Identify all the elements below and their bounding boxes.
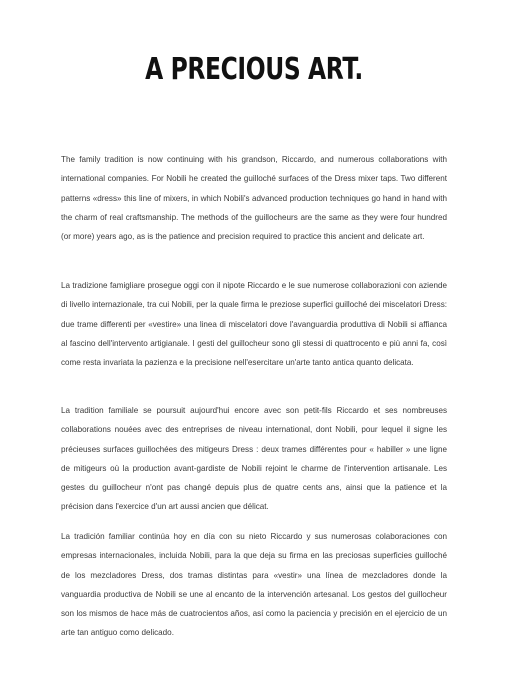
page-title: A PRECIOUS ART. bbox=[145, 52, 363, 87]
paragraph-english: The family tradition is now continuing with his grandson, Riccardo, and numerous collaborations with international companies. For Nobili he created the guilloché surfaces of the Dress mixer taps. Two different patterns «dress» this line of mixers, in which Nobili's advanced production techniques go hand in hand with the charm of real craftsmanship. The methods of the guillocheurs are the same as they were four hundred (or more) years ago, as is the patience and precision required to practice this ancient and delicate art. bbox=[61, 155, 447, 242]
paragraph-spanish: La tradición familiar continúa hoy en día con su nieto Riccardo y sus numerosas colaboraciones con empresas internacionales, incluida Nobili, para la que deja su firma en las preciosas superficies guilloché de los mezcladores Dress, dos tramas distintas para «vestir» una línea de mezcladores donde la vanguardia productiva de Nobili se une al encanto de la intervención artesanal. Los gestos del guillocheur son los mismos de hace más de cuatrocientos años, así como la paciencia y precisión en el ejercicio de un arte tan antiguo como delicado. bbox=[61, 532, 447, 638]
paragraph-french: La tradition familiale se poursuit aujourd'hui encore avec son petit-fils Riccardo et ses nombreuses collaborations nouées avec des entreprises de niveau international, dont Nobili, pour lequel il signe les précieuses surfaces guillochées des mitigeurs Dress : deux trames différentes pour « habiller » une ligne de mitigeurs où la production avant-gardiste de Nobili rejoint le charme de l'intervention artisanale. Les gestes du guillocheur n'ont pas changé depuis plus de quatre cents ans, ainsi que la patience et la précision dans l'exercice d'un art aussi ancien que délicat. bbox=[61, 406, 447, 512]
paragraph-italian: La tradizione famigliare prosegue oggi con il nipote Riccardo e le sue numerose collaborazioni con aziende di livello internazionale, tra cui Nobili, per la quale firma le preziose superfici guilloché dei miscelatori Dress: due trame differenti per «vestire» una linea di miscelatori dove l'avanguardia produttiva di Nobili si affianca al fascino dell'intervento artigianale. I gesti del guillocheur sono gli stessi di quattrocento e più anni fa, così come resta invariata la pazienza e la precisione nell'esercitare un'arte tanto antica quanto delicata. bbox=[61, 281, 447, 368]
